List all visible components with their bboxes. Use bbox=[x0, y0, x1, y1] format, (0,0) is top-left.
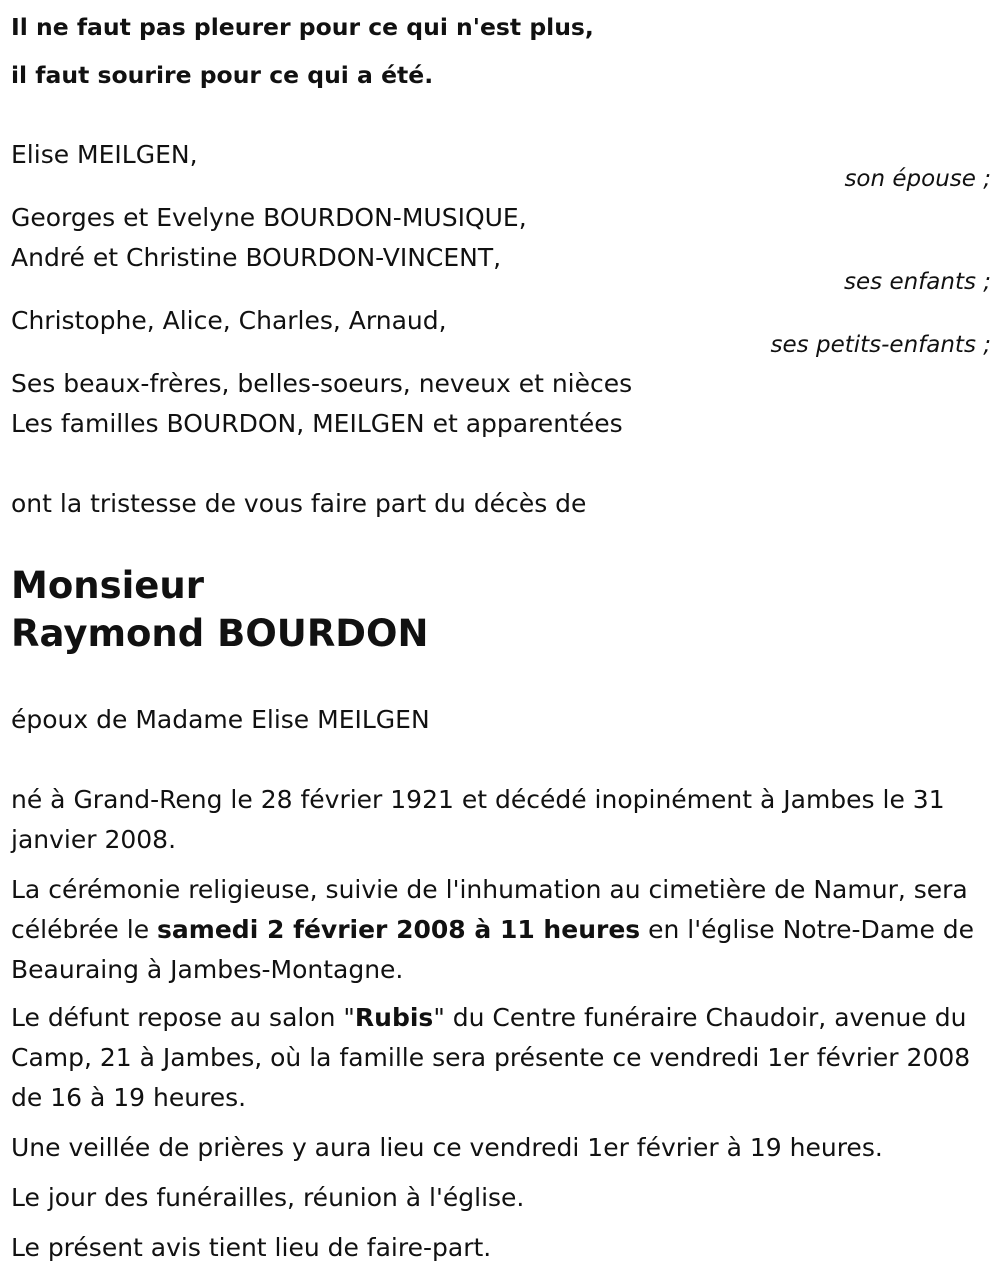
salon-name: Rubis bbox=[354, 1003, 434, 1032]
announcement-text: ont la tristesse de vous faire part du décès de bbox=[11, 489, 587, 518]
funeral-day-paragraph: Le jour des funérailles, réunion à l'église. bbox=[11, 1183, 525, 1212]
grandchildren-role: ses petits-enfants ; bbox=[770, 332, 991, 358]
vigil-paragraph: Une veillée de prières y aura lieu ce vendredi 1er février à 19 heures. bbox=[11, 1133, 883, 1162]
ceremony-date-time: samedi 2 février 2008 à 11 heures bbox=[157, 915, 641, 944]
children-role: ses enfants ; bbox=[844, 269, 991, 295]
rest-text-end: " du Centre funéraire Chaudoir, avenue du Camp, 21 à Jambes, où la famille sera présente ce vendredi 1er février 2008 de 16 à 19 heures. bbox=[11, 1003, 971, 1112]
obituary-notice bbox=[11, 0, 991, 1283]
deceased-title: Monsieur bbox=[11, 564, 204, 607]
grandchildren-names: Christophe, Alice, Charles, Arnaud, bbox=[11, 306, 447, 335]
ceremony-text-start: La cérémonie religieuse, suivie de l'inhumation au cimetière de Namur, sera célébrée le bbox=[11, 875, 968, 944]
quote-line-2: il faut sourire pour ce qui a été. bbox=[11, 61, 434, 89]
rest-text-start: Le défunt repose au salon " bbox=[11, 1003, 355, 1032]
ceremony-paragraph bbox=[11, 870, 986, 990]
spouse-name: Elise MEILGEN, bbox=[11, 140, 198, 169]
notice-paragraph: Le présent avis tient lieu de faire-part. bbox=[11, 1233, 492, 1262]
birth-death-paragraph: né à Grand-Reng le 28 février 1921 et décédé inopinément à Jambes le 31 janvier 2008. bbox=[11, 785, 945, 854]
rest-paragraph bbox=[11, 998, 986, 1118]
ceremony-text-end: en l'église Notre-Dame de Beauraing à Jambes-Montagne. bbox=[11, 915, 975, 984]
extended-family-line-1: Ses beaux-frères, belles-soeurs, neveux et nièces bbox=[11, 369, 633, 398]
child-line-2: André et Christine BOURDON-VINCENT, bbox=[11, 243, 502, 272]
spouse-role: son épouse ; bbox=[844, 166, 991, 192]
extended-family-line-2: Les familles BOURDON, MEILGEN et apparentées bbox=[11, 409, 623, 438]
spouse-of-text: époux de Madame Elise MEILGEN bbox=[11, 705, 430, 734]
deceased-name: Raymond BOURDON bbox=[11, 612, 429, 655]
quote-line-1: Il ne faut pas pleurer pour ce qui n'est plus, bbox=[11, 13, 594, 41]
child-line-1: Georges et Evelyne BOURDON-MUSIQUE, bbox=[11, 203, 527, 232]
